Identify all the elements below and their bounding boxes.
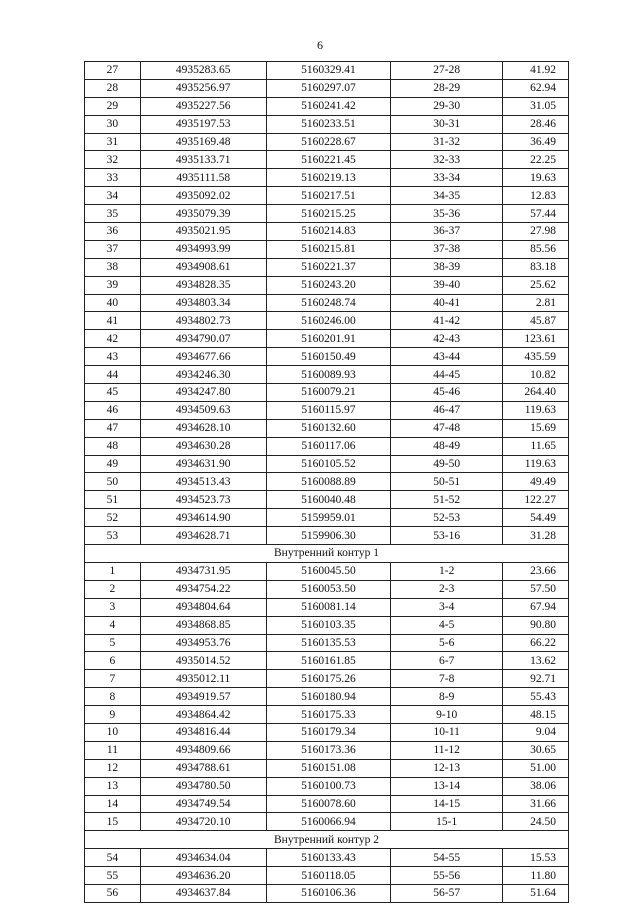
point-number-cell: 11 — [85, 741, 141, 759]
table-row — [85, 688, 569, 706]
segment-cell: 27-28 — [391, 62, 503, 80]
y-coordinate-cell: 5160179.34 — [266, 723, 391, 741]
table-row — [85, 205, 569, 223]
table-row — [85, 258, 569, 276]
section-title: Внутренний контур 2 — [85, 831, 569, 849]
segment-cell: 34-35 — [391, 187, 503, 205]
distance-cell: 9.04 — [503, 723, 569, 741]
y-coordinate-cell: 5160248.74 — [266, 294, 391, 312]
point-number-cell: 30 — [85, 115, 141, 133]
point-number-cell: 8 — [85, 688, 141, 706]
table-row — [85, 562, 569, 580]
point-number-cell: 1 — [85, 562, 141, 580]
table-row — [85, 634, 569, 652]
y-coordinate-cell: 5160118.05 — [266, 867, 391, 885]
table-row — [85, 867, 569, 885]
point-number-cell: 38 — [85, 258, 141, 276]
segment-cell: 2-3 — [391, 580, 503, 598]
point-number-cell: 52 — [85, 509, 141, 527]
table-row — [85, 777, 569, 795]
y-coordinate-cell: 5160040.48 — [266, 491, 391, 509]
point-number-cell: 27 — [85, 62, 141, 80]
point-number-cell: 47 — [85, 419, 141, 437]
y-coordinate-cell: 5160106.36 — [266, 884, 391, 902]
distance-cell: 30.65 — [503, 741, 569, 759]
distance-cell: 51.00 — [503, 759, 569, 777]
distance-cell: 11.65 — [503, 437, 569, 455]
y-coordinate-cell: 5160135.53 — [266, 634, 391, 652]
segment-cell: 1-2 — [391, 562, 503, 580]
distance-cell: 10.82 — [503, 366, 569, 384]
y-coordinate-cell: 5160088.89 — [266, 473, 391, 491]
x-coordinate-cell: 4935283.65 — [140, 62, 266, 80]
y-coordinate-cell: 5160243.20 — [266, 276, 391, 294]
segment-cell: 43-44 — [391, 348, 503, 366]
segment-cell: 3-4 — [391, 598, 503, 616]
point-number-cell: 9 — [85, 706, 141, 724]
distance-cell: 264.40 — [503, 384, 569, 402]
segment-cell: 39-40 — [391, 276, 503, 294]
x-coordinate-cell: 4935227.56 — [140, 97, 266, 115]
segment-cell: 7-8 — [391, 670, 503, 688]
distance-cell: 62.94 — [503, 79, 569, 97]
y-coordinate-cell: 5160079.21 — [266, 384, 391, 402]
x-coordinate-cell: 4934523.73 — [140, 491, 266, 509]
segment-cell: 13-14 — [391, 777, 503, 795]
page-number: 6 — [317, 38, 323, 52]
x-coordinate-cell: 4934868.85 — [140, 616, 266, 634]
y-coordinate-cell: 5160201.91 — [266, 330, 391, 348]
y-coordinate-cell: 5160105.52 — [266, 455, 391, 473]
table-row — [85, 62, 569, 80]
segment-cell: 52-53 — [391, 509, 503, 527]
point-number-cell: 51 — [85, 491, 141, 509]
x-coordinate-cell: 4934631.90 — [140, 455, 266, 473]
point-number-cell: 2 — [85, 580, 141, 598]
table-row — [85, 813, 569, 831]
coordinates-table-body — [85, 62, 569, 903]
distance-cell: 48.15 — [503, 706, 569, 724]
y-coordinate-cell: 5160081.14 — [266, 598, 391, 616]
y-coordinate-cell: 5160100.73 — [266, 777, 391, 795]
table-row — [85, 616, 569, 634]
distance-cell: 119.63 — [503, 455, 569, 473]
distance-cell: 31.05 — [503, 97, 569, 115]
segment-cell: 4-5 — [391, 616, 503, 634]
segment-cell: 30-31 — [391, 115, 503, 133]
y-coordinate-cell: 5160175.33 — [266, 706, 391, 724]
distance-cell: 12.83 — [503, 187, 569, 205]
distance-cell: 23.66 — [503, 562, 569, 580]
y-coordinate-cell: 5160066.94 — [266, 813, 391, 831]
y-coordinate-cell: 5160150.49 — [266, 348, 391, 366]
y-coordinate-cell: 5160173.36 — [266, 741, 391, 759]
y-coordinate-cell: 5160132.60 — [266, 419, 391, 437]
table-row — [85, 491, 569, 509]
table-row — [85, 706, 569, 724]
distance-cell: 92.71 — [503, 670, 569, 688]
point-number-cell: 34 — [85, 187, 141, 205]
segment-cell: 35-36 — [391, 205, 503, 223]
distance-cell: 57.50 — [503, 580, 569, 598]
x-coordinate-cell: 4934780.50 — [140, 777, 266, 795]
distance-cell: 45.87 — [503, 312, 569, 330]
segment-cell: 41-42 — [391, 312, 503, 330]
distance-cell: 19.63 — [503, 169, 569, 187]
y-coordinate-cell: 5159959.01 — [266, 509, 391, 527]
table-row — [85, 115, 569, 133]
point-number-cell: 50 — [85, 473, 141, 491]
segment-cell: 10-11 — [391, 723, 503, 741]
segment-cell: 15-1 — [391, 813, 503, 831]
distance-cell: 49.49 — [503, 473, 569, 491]
x-coordinate-cell: 4934677.66 — [140, 348, 266, 366]
table-row — [85, 79, 569, 97]
point-number-cell: 31 — [85, 133, 141, 151]
table-row — [85, 455, 569, 473]
segment-cell: 38-39 — [391, 258, 503, 276]
distance-cell: 54.49 — [503, 509, 569, 527]
table-row — [85, 312, 569, 330]
distance-cell: 85.56 — [503, 240, 569, 258]
point-number-cell: 37 — [85, 240, 141, 258]
segment-cell: 8-9 — [391, 688, 503, 706]
segment-cell: 56-57 — [391, 884, 503, 902]
x-coordinate-cell: 4934908.61 — [140, 258, 266, 276]
table-row — [85, 670, 569, 688]
y-coordinate-cell: 5160045.50 — [266, 562, 391, 580]
distance-cell: 2.81 — [503, 294, 569, 312]
point-number-cell: 14 — [85, 795, 141, 813]
distance-cell: 41.92 — [503, 62, 569, 80]
x-coordinate-cell: 4934628.10 — [140, 419, 266, 437]
segment-cell: 54-55 — [391, 849, 503, 867]
y-coordinate-cell: 5160103.35 — [266, 616, 391, 634]
distance-cell: 83.18 — [503, 258, 569, 276]
table-row — [85, 509, 569, 527]
distance-cell: 31.66 — [503, 795, 569, 813]
x-coordinate-cell: 4934864.42 — [140, 706, 266, 724]
distance-cell: 55.43 — [503, 688, 569, 706]
table-row — [85, 759, 569, 777]
segment-cell: 51-52 — [391, 491, 503, 509]
y-coordinate-cell: 5160233.51 — [266, 115, 391, 133]
point-number-cell: 29 — [85, 97, 141, 115]
x-coordinate-cell: 4934790.07 — [140, 330, 266, 348]
segment-cell: 42-43 — [391, 330, 503, 348]
y-coordinate-cell: 5160219.13 — [266, 169, 391, 187]
table-row — [85, 330, 569, 348]
distance-cell: 123.61 — [503, 330, 569, 348]
y-coordinate-cell: 5160053.50 — [266, 580, 391, 598]
distance-cell: 15.53 — [503, 849, 569, 867]
x-coordinate-cell: 4934804.64 — [140, 598, 266, 616]
y-coordinate-cell: 5160241.42 — [266, 97, 391, 115]
segment-cell: 37-38 — [391, 240, 503, 258]
segment-cell: 12-13 — [391, 759, 503, 777]
y-coordinate-cell: 5160215.81 — [266, 240, 391, 258]
x-coordinate-cell: 4934749.54 — [140, 795, 266, 813]
segment-cell: 47-48 — [391, 419, 503, 437]
section-header-row — [85, 545, 569, 563]
table-row — [85, 580, 569, 598]
x-coordinate-cell: 4934247.80 — [140, 384, 266, 402]
segment-cell: 50-51 — [391, 473, 503, 491]
y-coordinate-cell: 5160117.06 — [266, 437, 391, 455]
point-number-cell: 53 — [85, 527, 141, 545]
coordinates-table — [84, 61, 569, 903]
y-coordinate-cell: 5160329.41 — [266, 62, 391, 80]
y-coordinate-cell: 5160228.67 — [266, 133, 391, 151]
table-row — [85, 437, 569, 455]
distance-cell: 90.80 — [503, 616, 569, 634]
distance-cell: 435.59 — [503, 348, 569, 366]
distance-cell: 36.49 — [503, 133, 569, 151]
segment-cell: 6-7 — [391, 652, 503, 670]
distance-cell: 57.44 — [503, 205, 569, 223]
table-row — [85, 240, 569, 258]
x-coordinate-cell: 4934803.34 — [140, 294, 266, 312]
point-number-cell: 44 — [85, 366, 141, 384]
y-coordinate-cell: 5160161.85 — [266, 652, 391, 670]
y-coordinate-cell: 5160089.93 — [266, 366, 391, 384]
distance-cell: 67.94 — [503, 598, 569, 616]
distance-cell: 122.27 — [503, 491, 569, 509]
segment-cell: 28-29 — [391, 79, 503, 97]
segment-cell: 14-15 — [391, 795, 503, 813]
distance-cell: 24.50 — [503, 813, 569, 831]
point-number-cell: 43 — [85, 348, 141, 366]
table-row — [85, 223, 569, 241]
point-number-cell: 49 — [85, 455, 141, 473]
point-number-cell: 41 — [85, 312, 141, 330]
x-coordinate-cell: 4934636.20 — [140, 867, 266, 885]
point-number-cell: 15 — [85, 813, 141, 831]
table-row — [85, 187, 569, 205]
segment-cell: 11-12 — [391, 741, 503, 759]
x-coordinate-cell: 4935079.39 — [140, 205, 266, 223]
x-coordinate-cell: 4934953.76 — [140, 634, 266, 652]
distance-cell: 31.28 — [503, 527, 569, 545]
point-number-cell: 48 — [85, 437, 141, 455]
distance-cell: 15.69 — [503, 419, 569, 437]
point-number-cell: 36 — [85, 223, 141, 241]
segment-cell: 31-32 — [391, 133, 503, 151]
table-row — [85, 276, 569, 294]
table-row — [85, 366, 569, 384]
segment-cell: 48-49 — [391, 437, 503, 455]
x-coordinate-cell: 4934809.66 — [140, 741, 266, 759]
table-row — [85, 652, 569, 670]
x-coordinate-cell: 4935256.97 — [140, 79, 266, 97]
table-row — [85, 151, 569, 169]
x-coordinate-cell: 4934637.84 — [140, 884, 266, 902]
distance-cell: 22.25 — [503, 151, 569, 169]
x-coordinate-cell: 4935133.71 — [140, 151, 266, 169]
segment-cell: 9-10 — [391, 706, 503, 724]
distance-cell: 66.22 — [503, 634, 569, 652]
table-row — [85, 169, 569, 187]
section-header-row — [85, 831, 569, 849]
x-coordinate-cell: 4935169.48 — [140, 133, 266, 151]
y-coordinate-cell: 5160180.94 — [266, 688, 391, 706]
point-number-cell: 42 — [85, 330, 141, 348]
table-row — [85, 384, 569, 402]
segment-cell: 32-33 — [391, 151, 503, 169]
distance-cell: 51.64 — [503, 884, 569, 902]
point-number-cell: 35 — [85, 205, 141, 223]
table-row — [85, 884, 569, 902]
x-coordinate-cell: 4935111.58 — [140, 169, 266, 187]
y-coordinate-cell: 5160246.00 — [266, 312, 391, 330]
x-coordinate-cell: 4935092.02 — [140, 187, 266, 205]
segment-cell: 29-30 — [391, 97, 503, 115]
x-coordinate-cell: 4934802.73 — [140, 312, 266, 330]
point-number-cell: 7 — [85, 670, 141, 688]
point-number-cell: 33 — [85, 169, 141, 187]
segment-cell: 5-6 — [391, 634, 503, 652]
table-row — [85, 348, 569, 366]
x-coordinate-cell: 4934513.43 — [140, 473, 266, 491]
point-number-cell: 5 — [85, 634, 141, 652]
x-coordinate-cell: 4934720.10 — [140, 813, 266, 831]
x-coordinate-cell: 4935021.95 — [140, 223, 266, 241]
point-number-cell: 54 — [85, 849, 141, 867]
y-coordinate-cell: 5160115.97 — [266, 401, 391, 419]
distance-cell: 27.98 — [503, 223, 569, 241]
segment-cell: 36-37 — [391, 223, 503, 241]
y-coordinate-cell: 5160078.60 — [266, 795, 391, 813]
segment-cell: 46-47 — [391, 401, 503, 419]
segment-cell: 33-34 — [391, 169, 503, 187]
distance-cell: 25.62 — [503, 276, 569, 294]
table-row — [85, 401, 569, 419]
point-number-cell: 46 — [85, 401, 141, 419]
table-row — [85, 133, 569, 151]
point-number-cell: 6 — [85, 652, 141, 670]
table-row — [85, 473, 569, 491]
point-number-cell: 4 — [85, 616, 141, 634]
x-coordinate-cell: 4935012.11 — [140, 670, 266, 688]
y-coordinate-cell: 5159906.30 — [266, 527, 391, 545]
table-row — [85, 598, 569, 616]
x-coordinate-cell: 4934634.04 — [140, 849, 266, 867]
x-coordinate-cell: 4934509.63 — [140, 401, 266, 419]
segment-cell: 49-50 — [391, 455, 503, 473]
y-coordinate-cell: 5160215.25 — [266, 205, 391, 223]
y-coordinate-cell: 5160133.43 — [266, 849, 391, 867]
distance-cell: 11.80 — [503, 867, 569, 885]
x-coordinate-cell: 4934788.61 — [140, 759, 266, 777]
x-coordinate-cell: 4934919.57 — [140, 688, 266, 706]
x-coordinate-cell: 4934828.35 — [140, 276, 266, 294]
point-number-cell: 28 — [85, 79, 141, 97]
table-row — [85, 741, 569, 759]
x-coordinate-cell: 4934993.99 — [140, 240, 266, 258]
point-number-cell: 56 — [85, 884, 141, 902]
y-coordinate-cell: 5160221.37 — [266, 258, 391, 276]
point-number-cell: 40 — [85, 294, 141, 312]
y-coordinate-cell: 5160151.08 — [266, 759, 391, 777]
point-number-cell: 3 — [85, 598, 141, 616]
x-coordinate-cell: 4934731.95 — [140, 562, 266, 580]
x-coordinate-cell: 4934246.30 — [140, 366, 266, 384]
x-coordinate-cell: 4934630.28 — [140, 437, 266, 455]
x-coordinate-cell: 4934614.90 — [140, 509, 266, 527]
segment-cell: 40-41 — [391, 294, 503, 312]
table-row — [85, 419, 569, 437]
table-row — [85, 294, 569, 312]
table-row — [85, 723, 569, 741]
segment-cell: 45-46 — [391, 384, 503, 402]
x-coordinate-cell: 4935014.52 — [140, 652, 266, 670]
point-number-cell: 39 — [85, 276, 141, 294]
segment-cell: 53-16 — [391, 527, 503, 545]
x-coordinate-cell: 4935197.53 — [140, 115, 266, 133]
point-number-cell: 45 — [85, 384, 141, 402]
point-number-cell: 13 — [85, 777, 141, 795]
table-row — [85, 849, 569, 867]
x-coordinate-cell: 4934816.44 — [140, 723, 266, 741]
point-number-cell: 10 — [85, 723, 141, 741]
point-number-cell: 55 — [85, 867, 141, 885]
y-coordinate-cell: 5160214.83 — [266, 223, 391, 241]
table-row — [85, 527, 569, 545]
distance-cell: 13.62 — [503, 652, 569, 670]
y-coordinate-cell: 5160217.51 — [266, 187, 391, 205]
x-coordinate-cell: 4934628.71 — [140, 527, 266, 545]
table-row — [85, 795, 569, 813]
distance-cell: 28.46 — [503, 115, 569, 133]
section-title: Внутренний контур 1 — [85, 545, 569, 563]
x-coordinate-cell: 4934754.22 — [140, 580, 266, 598]
y-coordinate-cell: 5160221.45 — [266, 151, 391, 169]
y-coordinate-cell: 5160297.07 — [266, 79, 391, 97]
y-coordinate-cell: 5160175.26 — [266, 670, 391, 688]
point-number-cell: 12 — [85, 759, 141, 777]
distance-cell: 119.63 — [503, 401, 569, 419]
point-number-cell: 32 — [85, 151, 141, 169]
segment-cell: 44-45 — [391, 366, 503, 384]
segment-cell: 55-56 — [391, 867, 503, 885]
distance-cell: 38.06 — [503, 777, 569, 795]
table-row — [85, 97, 569, 115]
